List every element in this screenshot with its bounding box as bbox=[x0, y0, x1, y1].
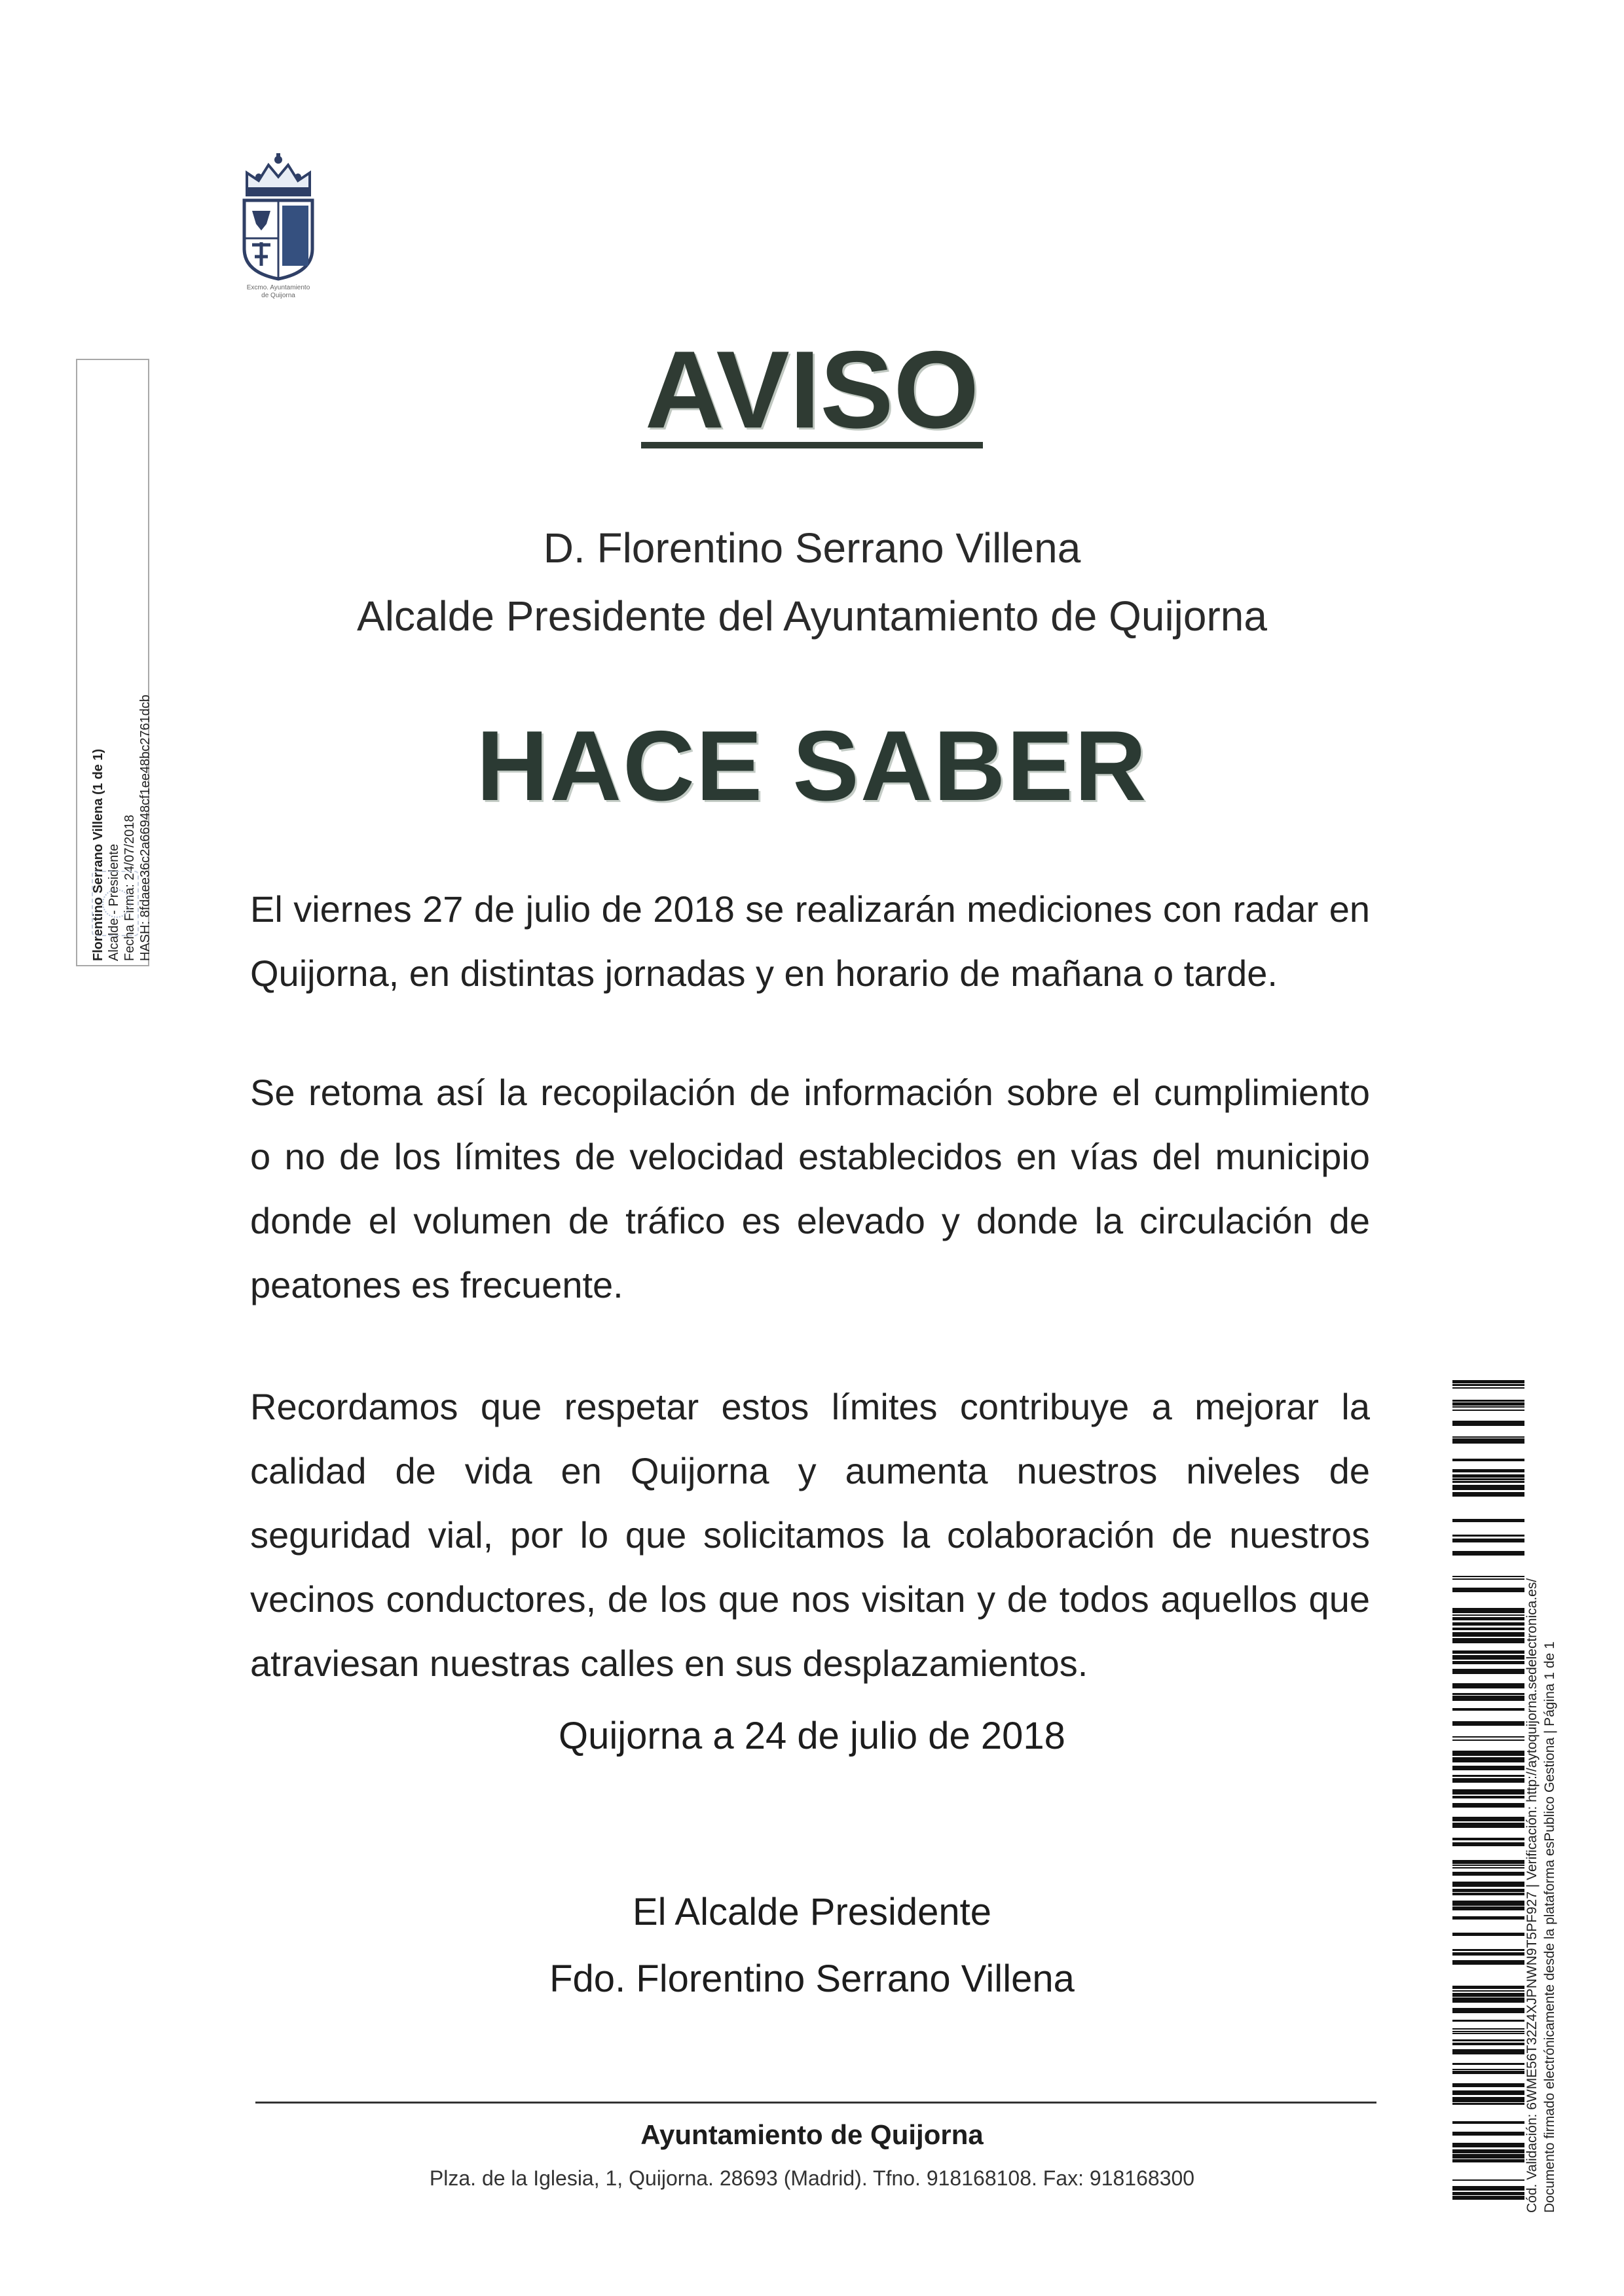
signer-full-name: Fdo. Florentino Serrano Villena bbox=[549, 1958, 1075, 2000]
signer-title: El Alcalde Presidente bbox=[632, 1891, 992, 1933]
paragraph-1: El viernes 27 de julio de 2018 se realizarán mediciones con radar en Quijorna, en distintas jornadas y en horario de mañana o tarde. bbox=[250, 888, 1370, 994]
signature-block bbox=[0, 1879, 1624, 2013]
coat-of-arms bbox=[232, 151, 324, 301]
authority-name: D. Florentino Serrano Villena bbox=[543, 524, 1081, 572]
notice-heading: HACE SABER bbox=[476, 710, 1148, 822]
notice-authority bbox=[0, 514, 1624, 650]
footer-divider bbox=[255, 2102, 1376, 2104]
signature-date: Fecha Firma: 24/07/2018 bbox=[122, 814, 137, 961]
paragraph-3: Recordamos que respetar estos límites contribuye a mejorar la calidad de vida en Quijorna y aumenta nuestros niveles de seguridad vial, por lo que solicitamos la colaboración de nuestros vecinos conductores, de los que nos visitan y de todos aquellos que atraviesan nuestras calles en sus desplazamientos. bbox=[250, 1386, 1370, 1684]
verification-platform: Documento firmado electrónicamente desde la plataforma esPublico Gestiona | Página 1 de 1 bbox=[1542, 1641, 1557, 2213]
place-and-date: Quijorna a 24 de julio de 2018 bbox=[559, 1715, 1065, 1757]
signer-name: Florentino Serrano Villena (1 de 1) bbox=[91, 748, 105, 961]
signature-hash: HASH: 8fdaee36c2a66948cf1ee48bc2761dcb bbox=[138, 695, 153, 961]
paragraph-2: Se retoma así la recopilación de información sobre el cumplimiento o no de los límites de velocidad establecidos en vías del municipio donde el volumen de tráfico es elevado y donde la circulación de peatones es frecuente. bbox=[250, 1072, 1370, 1305]
footer-address: Plza. de la Iglesia, 1, Quijorna. 28693 (Madrid). Tfno. 918168108. Fax: 918168300 bbox=[429, 2166, 1195, 2190]
coat-of-arms-caption: Excmo. Ayuntamiento de Quijorna bbox=[246, 284, 310, 299]
authority-role: Alcalde Presidente del Ayuntamiento de Quijorna bbox=[357, 592, 1267, 640]
signer-role: Alcalde - Presidente bbox=[107, 844, 121, 961]
coat-of-arms-icon bbox=[232, 151, 324, 282]
faded-seal-icon bbox=[92, 871, 139, 936]
barcode-icon bbox=[1452, 1380, 1524, 2200]
notice-title: AVISO bbox=[0, 327, 1624, 452]
verification-code: Cód. Validación: 6WME56T32Z4XJPNWN9T5PF927 | Verificación: http://aytoquijorna.sedelectronica.es/ bbox=[1524, 1578, 1540, 2213]
verification-text bbox=[1523, 1322, 1559, 2213]
footer-organization: Ayuntamiento de Quijorna bbox=[640, 2119, 984, 2150]
